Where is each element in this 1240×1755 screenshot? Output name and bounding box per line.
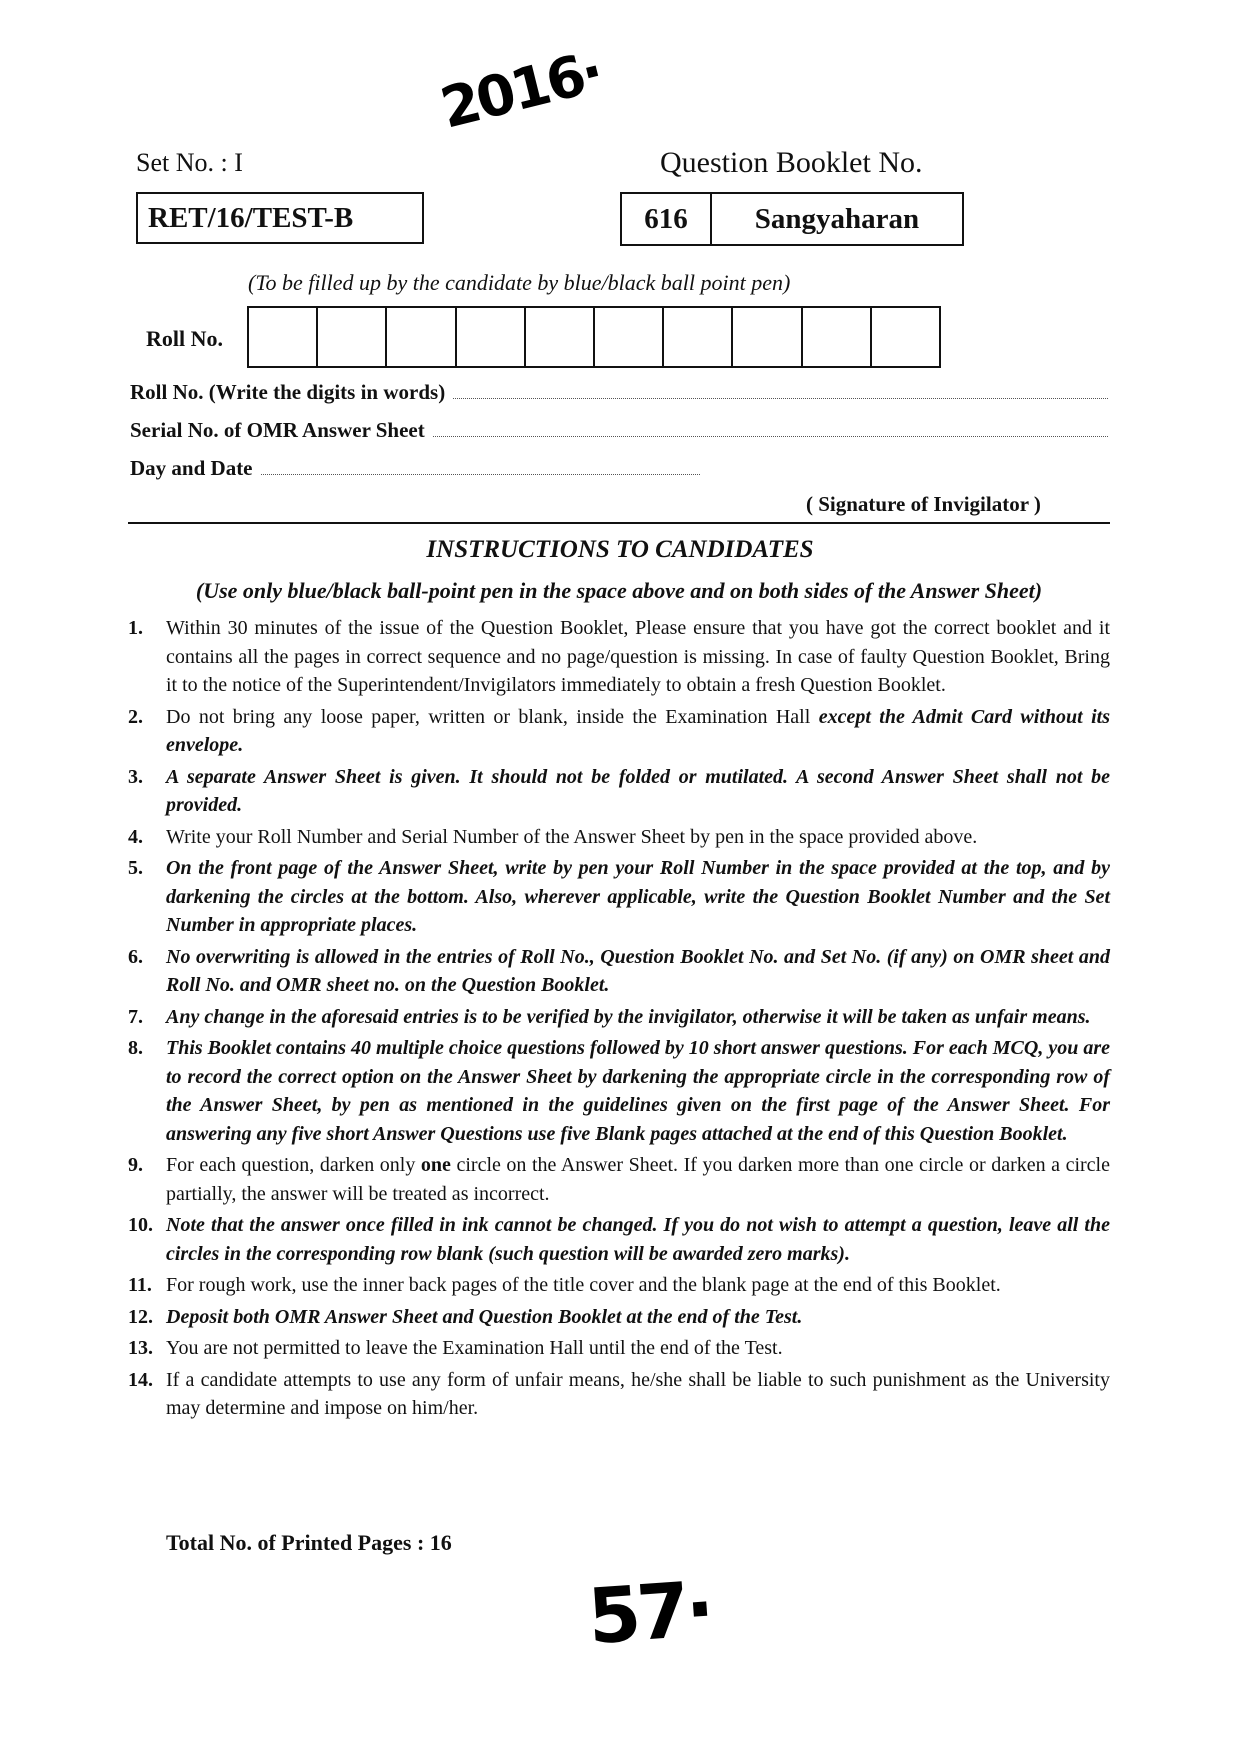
instruction-number: 5. <box>128 857 143 879</box>
instruction-text-part: Within 30 minutes of the issue of the Question Booklet, Please ensure that you have got the correct booklet and it contains all the pages in correct sequence and no page/question is missing. In case of faulty Question Booklet, Bring it to the notice of the Superintendent/Invigilators immediately to obtain a fresh Question Booklet. <box>166 617 1110 696</box>
instruction-item <box>128 614 1110 700</box>
instructions-title: INSTRUCTIONS TO CANDIDATES <box>426 536 814 563</box>
roll-words-line[interactable] <box>453 397 1108 399</box>
instruction-text <box>166 854 1110 940</box>
instruction-item <box>128 823 1110 852</box>
instruction-text-part: circle on the Answer Sheet. If you darken more than one circle or darken a circle partially, the answer will be treated as incorrect. <box>166 1154 1110 1205</box>
instruction-text <box>166 1003 1110 1032</box>
roll-words-label: Roll No. (Write the digits in words) <box>130 380 446 404</box>
instruction-item <box>128 943 1110 1000</box>
instruction-number: 14. <box>128 1368 153 1391</box>
instruction-text-part: On the front page of the Answer Sheet, write by pen your Roll Number in the space provided at the top, and by darkening the circles at the bottom. Also, wherever applicable, write the Question Booklet Number and the Set Number in appropriate places. <box>166 857 1110 936</box>
instruction-number: 6. <box>128 945 143 968</box>
roll-no-cell[interactable] <box>733 308 802 366</box>
instruction-text <box>166 943 1110 1000</box>
roll-no-cell[interactable] <box>872 308 939 366</box>
instruction-text-part: No overwriting is allowed in the entries of Roll No., Question Booklet No. and Set No. (if any) on OMR sheet and Roll No. and OMR sheet no. on the Question Booklet. <box>166 945 1110 996</box>
instruction-item <box>128 1211 1110 1268</box>
instruction-text <box>166 1034 1110 1148</box>
instruction-item <box>128 1303 1110 1332</box>
roll-no-cell[interactable] <box>803 308 872 366</box>
instructions-list <box>128 614 1110 1426</box>
roll-no-grid[interactable] <box>247 306 941 368</box>
instruction-text <box>166 1366 1110 1423</box>
booklet-number: 616 <box>622 194 712 244</box>
instruction-text-part: Note that the answer once filled in ink cannot be changed. If you do not wish to attempt a question, leave all the circles in the corresponding row blank (such question will be awarded zero marks). <box>166 1214 1110 1265</box>
instruction-number: 3. <box>128 765 143 788</box>
instructions-subtitle: (Use only blue/black ball-point pen in the space above and on both sides of the Answer Sheet) <box>195 578 1043 603</box>
instruction-text <box>166 1271 1110 1300</box>
test-code: RET/16/TEST-B <box>148 201 354 234</box>
handwritten-year: 2016· <box>434 39 608 142</box>
instruction-text <box>166 763 1110 820</box>
instruction-item <box>128 763 1110 820</box>
instruction-item <box>128 703 1110 760</box>
instruction-number: 10. <box>128 1214 153 1236</box>
instruction-text-part: one <box>420 1154 451 1176</box>
day-date-label: Day and Date <box>130 456 253 480</box>
instruction-text <box>166 1211 1110 1268</box>
instruction-text <box>166 1151 1110 1208</box>
instruction-text-part: This Booklet contains 40 multiple choice questions followed by 10 short answer questions. For each MCQ, you are to record the correct option on the Answer Sheet by darkening the appropriate circle in the corresponding row of the Answer Sheet, by pen as mentioned in the guidelines given on the first page of the Answer Sheet. For answering any five short Answer Questions use five Blank pages attached at the end of this Question Booklet. <box>166 1037 1110 1145</box>
roll-no-cell[interactable] <box>595 308 664 366</box>
instruction-text <box>166 1334 1110 1363</box>
instruction-number: 12. <box>128 1305 153 1328</box>
instruction-item <box>128 1334 1110 1363</box>
instruction-item <box>128 1271 1110 1300</box>
instruction-number: 1. <box>128 617 143 639</box>
set-number: Set No. : I <box>136 148 243 177</box>
roll-no-cell[interactable] <box>387 308 456 366</box>
instruction-number: 4. <box>128 825 143 848</box>
roll-no-label: Roll No. <box>146 326 223 351</box>
instruction-number: 11. <box>128 1274 152 1296</box>
instruction-text <box>166 614 1110 700</box>
instruction-text-part: Deposit both OMR Answer Sheet and Question Booklet at the end of the Test. <box>166 1305 803 1328</box>
day-date-field[interactable] <box>130 456 700 481</box>
handwritten-count: 57· <box>585 1563 714 1662</box>
question-booklet-label: Question Booklet No. <box>660 146 923 179</box>
instruction-number: 13. <box>128 1337 153 1359</box>
instruction-item <box>128 1003 1110 1032</box>
roll-no-cell[interactable] <box>457 308 526 366</box>
instruction-text <box>166 823 1110 852</box>
booklet-subject: Sangyaharan <box>754 202 920 235</box>
roll-no-cell[interactable] <box>526 308 595 366</box>
divider <box>128 522 1110 524</box>
fill-note: (To be filled up by the candidate by blue/black ball point pen) <box>248 270 791 295</box>
instruction-number: 8. <box>128 1037 143 1059</box>
instruction-number: 2. <box>128 705 143 728</box>
omr-serial-label: Serial No. of OMR Answer Sheet <box>130 418 425 442</box>
instruction-text-part: A separate Answer Sheet is given. It should not be folded or mutilated. A second Answer Sheet shall not be provided. <box>166 765 1110 816</box>
day-date-line[interactable] <box>261 473 700 475</box>
instruction-text-part: Any change in the aforesaid entries is to be verified by the invigilator, otherwise it will be taken as unfair means. <box>166 1005 1091 1028</box>
instruction-text-part: You are not permitted to leave the Examination Hall until the end of the Test. <box>166 1337 783 1359</box>
roll-no-cell[interactable] <box>249 308 318 366</box>
omr-serial-field[interactable] <box>130 418 1108 443</box>
instruction-number: 7. <box>128 1005 143 1028</box>
roll-no-cell[interactable] <box>664 308 733 366</box>
instruction-text-part: For each question, darken only <box>166 1154 421 1176</box>
omr-serial-line[interactable] <box>433 435 1108 437</box>
roll-no-cell[interactable] <box>318 308 387 366</box>
total-printed-pages: Total No. of Printed Pages : 16 <box>166 1530 452 1555</box>
instruction-item <box>128 1366 1110 1423</box>
instruction-item <box>128 1034 1110 1148</box>
instruction-text-part: For rough work, use the inner back pages of the title cover and the blank page at the end of this Booklet. <box>166 1274 1001 1296</box>
booklet-number-box <box>620 192 964 246</box>
instruction-text <box>166 703 1110 760</box>
test-code-box <box>136 192 424 244</box>
instruction-item <box>128 854 1110 940</box>
instruction-text-part: If a candidate attempts to use any form of unfair means, he/she shall be liable to such punishment as the University may determine and impose on him/her. <box>166 1368 1110 1419</box>
instruction-text-part: except the Admit Card without its envelope. <box>166 705 1110 756</box>
instruction-item <box>128 1151 1110 1208</box>
instruction-text-part: Do not bring any loose paper, written or blank, inside the Examination Hall <box>166 705 819 728</box>
instruction-text <box>166 1303 1110 1332</box>
roll-words-field[interactable] <box>130 380 1108 405</box>
invigilator-signature-label: ( Signature of Invigilator ) <box>806 492 1041 516</box>
instruction-text-part: Write your Roll Number and Serial Number of the Answer Sheet by pen in the space provided above. <box>166 825 978 848</box>
instruction-number: 9. <box>128 1154 143 1176</box>
